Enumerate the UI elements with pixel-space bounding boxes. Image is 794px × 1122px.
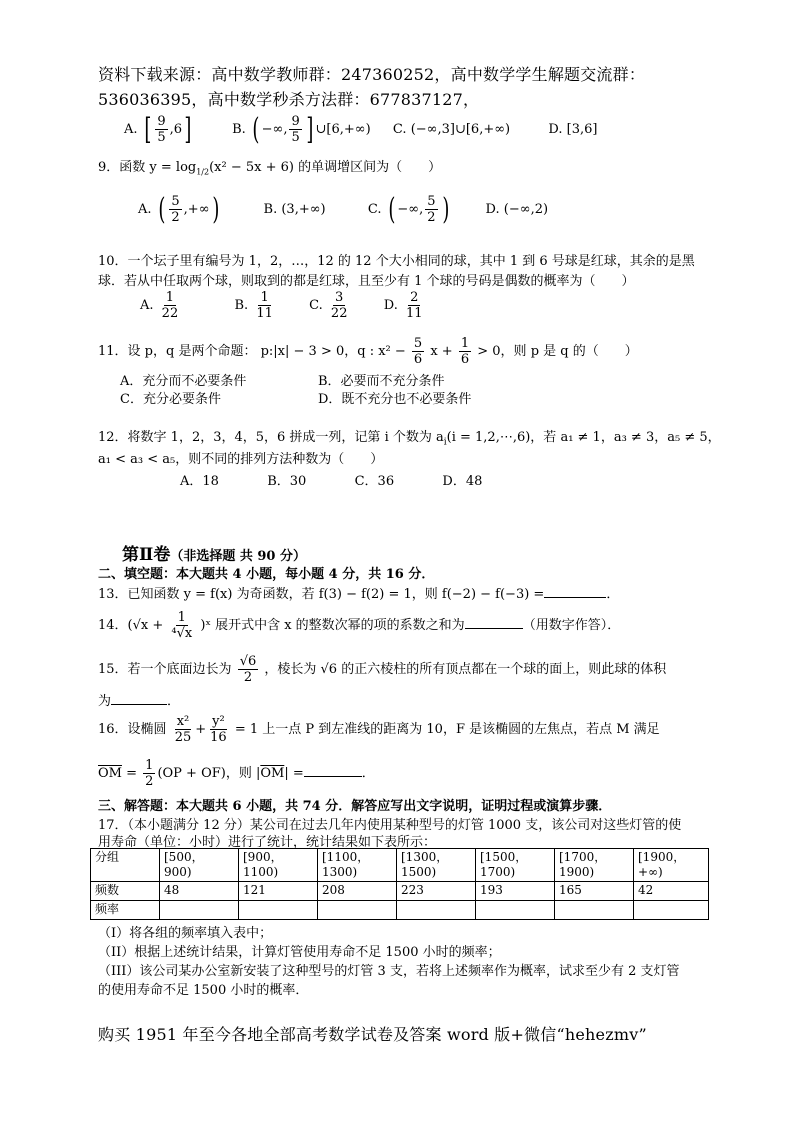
q15-frac-den: 2 [243,670,253,685]
q12-line-1: 12．将数字 1，2，3，4，5，6 拼成一列，记第 i 个数为 $a_i(i$ = 1,2,⋯,6)，若 a₁ ≠ 1，a₃ ≠ 3，a₅ ≠ 5， [98,430,721,448]
q15-frac-num: √6 [239,654,257,669]
q10-c-den: 22 [330,306,348,321]
table-header-cell: [1300， 1500) [397,849,476,882]
q17-part-1: （I）将各组的频率填入表中； [98,926,273,941]
q16-l2-num: 1 [145,758,154,773]
q16-f1-num: x² [176,714,190,729]
table-cell[interactable] [239,901,318,920]
q16-f2-num: y² [212,714,225,729]
q11-f2-num: 1 [460,336,470,351]
q8-option-d-value: [3,6] [566,122,598,137]
q11-option-b: B．必要而不充分条件 [318,374,445,389]
q15-post: ，棱长为 √6 的正六棱柱的所有顶点都在一个球的面上，则此球的体积 [264,662,667,677]
q11-f2-den: 6 [460,352,470,367]
table-cell: 165 [555,882,634,901]
table-header-cell: [900， 1100) [239,849,318,882]
q10-option-d: D. [383,298,398,313]
q12-option-d: D．48 [442,474,483,489]
q8-option-c-value: (−∞,3]∪[6,+∞) [410,122,511,137]
table-cell: 42 [634,882,709,901]
q9-option-d: D. [485,202,500,217]
q17-part-3: （III）该公司某办公室新安装了这种型号的灯管 3 支，若将上述频率作为概率，试求至少有 2 支灯管 [98,964,680,979]
q16-vector-om-2: $\overline{OM}$ [260,766,285,781]
q11-option-c: C．充分必要条件 [120,392,221,407]
q12-option-c: C．36 [354,474,395,489]
table-header-cell: [1500， 1700) [476,849,555,882]
q12-line-1-a: 12．将数字 1，2，3，4，5，6 拼成一列，记第 i 个数为 a [98,430,444,445]
q9-option-b: B. [263,202,278,217]
q8-option-c-label: C. [392,122,407,137]
q10-line-1: 10．一个坛子里有编号为 1，2，…，12 的 12 个大小相同的球，其中 1 到 6 号球是红球，其余的是黑 [98,254,695,269]
q12-option-a: A．18 [180,474,219,489]
q11-f1-den: 6 [413,352,423,367]
q16-f2-den: 16 [210,730,227,745]
q15 [98,654,666,685]
q10-b-num: 1 [260,290,269,305]
table-cell[interactable] [634,901,709,920]
q14-post: )ˣ 展开式中含 x 的整数次幂的项的系数之和为 [200,618,465,633]
table-cell[interactable] [160,901,239,920]
lifespan-table [90,848,709,920]
q9-option-a: A. [138,202,152,217]
q10-b-den: 11 [256,306,273,321]
header-line-1: 资料下载来源：高中数学教师群：247360252，高中数学学生解题交流群： [98,65,646,84]
table-cell: 223 [397,882,476,901]
table-cell: 193 [476,882,555,901]
q15-blank[interactable] [111,692,167,705]
q16-l2-den: 2 [145,774,154,789]
table-cell: 121 [239,882,318,901]
q13-text: 13．已知函数 y = f(x) 为奇函数，若 f(3) − f(2) = 1，则 f(−2) − f(−3) = [98,587,545,602]
q9-stem-post: (x² − 5x + 6) 的单调增区间为（ ） [209,160,442,175]
q12-options [180,470,482,489]
q9-option-c: C. [367,202,382,217]
section-2-heading: 二、填空题：本大题共 4 小题，每小题 4 分，共 16 分． [98,567,435,582]
table-cell: 频率 [91,901,160,920]
table-cell[interactable] [555,901,634,920]
header-line-2: 536036395，高中数学秒杀方法群：677837127， [98,90,480,109]
q10-d-num: 2 [410,290,419,305]
q11-stem [98,336,638,367]
q16-l2-mid: (OP + OF)，则 | [157,766,261,781]
q9-stem: 9．函数 $y = \log_{1/2}(x^2 - 5x + 6)$ 的单调增区间为（ ） [98,160,442,177]
q14-blank[interactable] [465,616,523,629]
table-header-cell: [500， 900) [160,849,239,882]
table-cell: 频数 [91,882,160,901]
q14-tail: （用数字作答）． [522,618,621,633]
part2-title: 第Ⅱ卷 [122,545,171,565]
q16-eq: = [126,766,138,781]
q17-part-2: （II）根据上述统计结果，计算灯管使用寿命不足 1500 小时的频率； [98,945,501,960]
table-row [91,849,709,882]
q16-line-2: $\overline{OM}$ = $\frac{1}{2}$ (OP + OF)，则 $|\overline{OM}|$ = ． [98,758,375,789]
q10-option-c: C. [309,298,323,313]
q9-option-b-value: (3,+∞) [281,202,326,217]
part2-subtitle: （非选择题 共 90 分） [170,549,306,564]
q17-part-3b: 的使用寿命不足 1500 小时的概率． [98,983,309,998]
q14-frac-num: 1 [177,610,186,625]
q11-f1-num: 5 [413,336,423,351]
footer-ad: 购买 1951 年至今各地全部高考数学试卷及答案 word 版+微信“hehezmv” [98,1025,647,1044]
q16 [98,714,660,745]
q10-c-num: 3 [335,290,344,305]
q10-option-b: B. [234,298,249,313]
q12-option-b: B．30 [267,474,307,489]
q10-a-den: 22 [161,306,179,321]
table-header-cell: [1700， 1900) [555,849,634,882]
q16-vector-om: $\overline{OM}$ [98,766,122,781]
q15-pre: 15．若一个底面边长为 [98,662,232,677]
q15-line-2: 为 ． [98,694,181,709]
table-header-cell: [1100， 1300) [318,849,397,882]
q16-plus: + [195,722,207,737]
section-3-heading: 三、解答题：本大题共 6 小题，共 74 分．解答应写出文字说明，证明过程或演算步骤． [98,799,612,814]
q10-d-den: 11 [405,306,423,321]
part2-heading [122,540,306,565]
q11-mid: x + [430,344,453,359]
q13: 13．已知函数 y = f(x) 为奇函数，若 f(3) − f(2) = 1，则 f(−2) − f(−3) = ． [98,587,620,602]
table-cell[interactable] [318,901,397,920]
q8-options: A. [ $\frac{9}{5}$ ,6] B. ( −∞, $\frac{9}{5}$ ] ∪[6,+∞) C. (−∞,3]∪[6,+∞) D. [3,6] [124,112,598,147]
q8-a-frac: $\frac{9}{5}$ [157,114,166,145]
q10-options [140,290,427,321]
q16-l2-post: | = [284,766,304,781]
q16-post: = 1 上一点 P 到左准线的距离为 10，F 是该椭圆的左焦点，若点 M 满足 [234,722,660,737]
q12-line-1-b: (i = 1,2,⋯,6)，若 a₁ ≠ 1，a₃ ≠ 3，a₅ ≠ 5， [446,430,721,445]
q14 [98,610,620,641]
table-header-cell: [1900， +∞) [634,849,709,882]
q16-f1-den: 25 [174,730,192,745]
q15-l2: 为 [98,694,112,709]
q8-option-a-label: A. [124,122,138,137]
q10-line-2: 球．若从中任取两个球，则取到的都是红球，且至少有 1 个球的号码是偶数的概率为（ ） [98,274,635,289]
q11-option-a: A．充分而不必要条件 [120,374,247,389]
q16-pre: 16．设椭圆 [98,722,167,737]
q11-p-cond: p:|x| − 3 > 0，q : x² − [260,344,406,359]
table-cell: 208 [318,882,397,901]
q12-line-2: a₁ < a₃ < a₅，则不同的排列方法种数为（ ） [98,452,384,467]
table-header-cell: 分组 [91,849,160,882]
q14-pre: 14．(√x + [98,618,164,633]
table-row [91,901,709,920]
table-cell: 48 [160,882,239,901]
q16-blank[interactable] [304,764,362,777]
table-cell[interactable] [397,901,476,920]
q11-post: > 0，则 p 是 q 的（ ） [477,344,638,359]
q17-line-1: 17．（本小题满分 12 分）某公司在过去几年内使用某种型号的灯管 1000 支，该公司对这些灯管的使 [98,818,682,833]
q10-a-num: 1 [165,290,175,305]
q9-option-d-value: (−∞,2) [503,202,549,217]
q10-option-a: A. [140,298,154,313]
q8-option-b-label: B. [232,122,246,137]
q11-pre: 11．设 p，q 是两个命题： [98,344,257,359]
table-row [91,882,709,901]
q8-option-d-label: D. [548,122,563,137]
q9-stem-pre: 9．函数 y = log [98,160,197,175]
q9-options: A. ( $\frac{5}{2}$ ,+∞) B. (3,+∞) C. ( −∞, $\frac{5}{2}$ ) D. (−∞,2) [138,192,549,227]
q14-frac-den: ⁴√x [171,626,193,641]
q17-line-2: 用寿命（单位：小时）进行了统计，统计结果如下表所示： [98,835,437,850]
table-cell[interactable] [476,901,555,920]
q13-blank[interactable] [544,585,606,598]
q11-option-d: D．既不充分也不必要条件 [318,392,472,407]
